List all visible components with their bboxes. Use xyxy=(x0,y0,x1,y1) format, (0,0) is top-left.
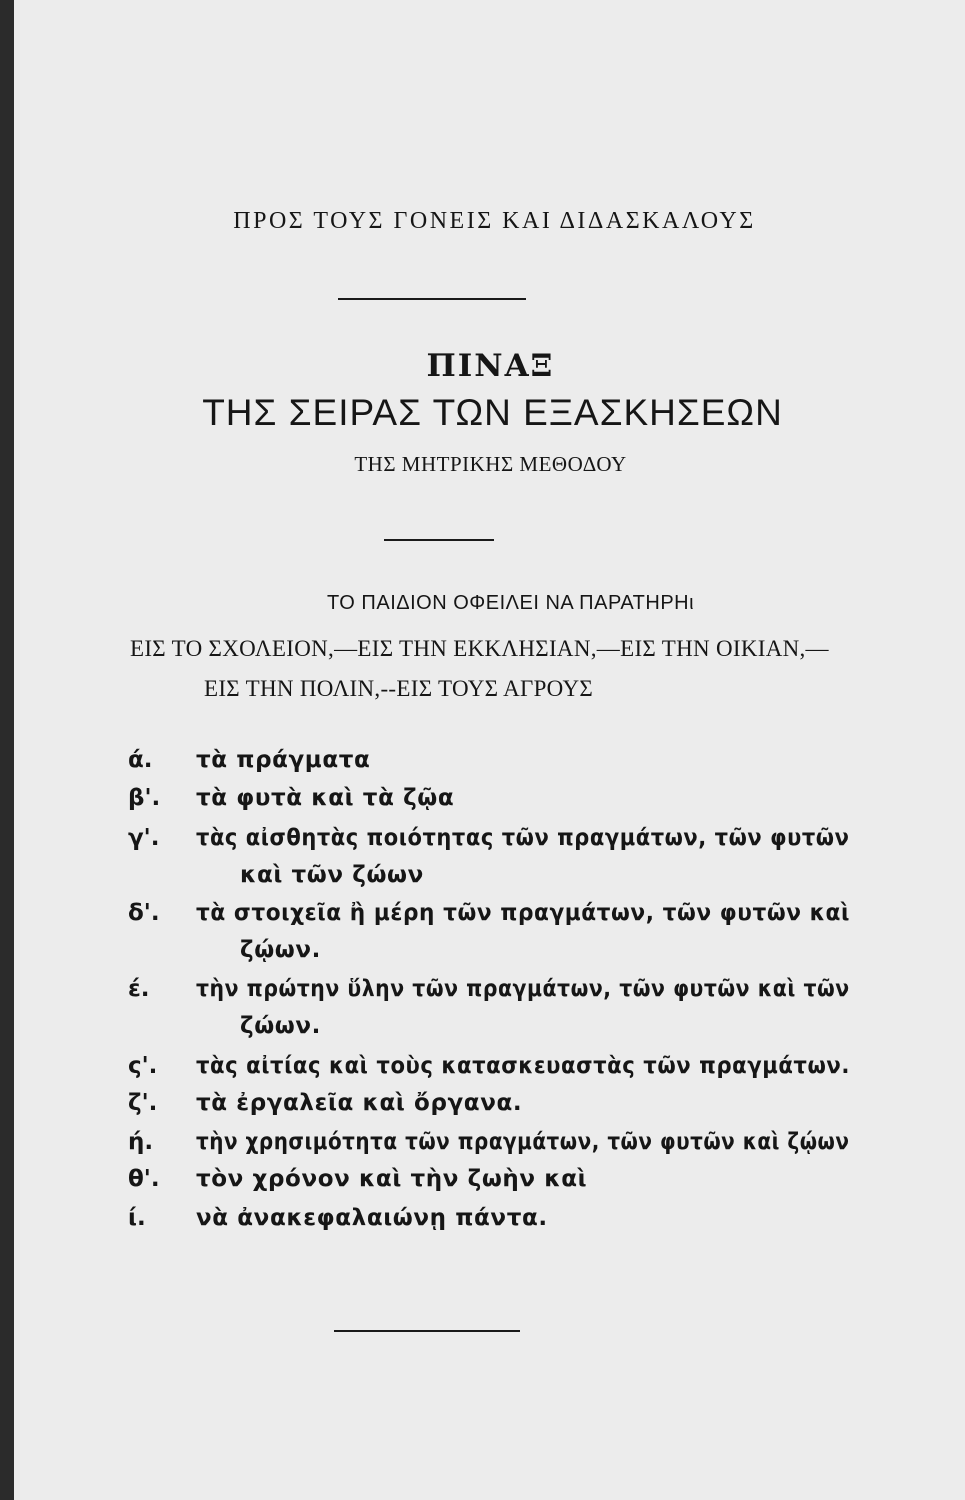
heading-title: ΠΙΝΑΞ xyxy=(426,348,555,384)
list-item xyxy=(0,1129,965,1169)
list-item xyxy=(0,976,965,1016)
list-item-continuation xyxy=(0,937,965,977)
item-number: ά. xyxy=(128,747,153,773)
item-text: νὰ ἀνακεφαλαιώνῃ πάντα. xyxy=(196,1205,548,1231)
list-item xyxy=(0,785,965,825)
item-number: γ'. xyxy=(128,825,160,851)
item-text: τὰ ἐργαλεῖα καὶ ὄργανα. xyxy=(196,1090,523,1116)
list-item-continuation xyxy=(0,862,965,902)
intro-places-line2: ΕΙΣ ΤΗΝ ΠΟΛΙΝ,--ΕΙΣ ΤΟΥΣ ΑΓΡΟΥΣ xyxy=(204,676,594,701)
item-number: ί. xyxy=(128,1205,146,1231)
item-text: τὸν χρόνον καὶ τὴν ζωὴν καὶ xyxy=(196,1166,588,1192)
item-number: δ'. xyxy=(128,900,160,926)
top-rule xyxy=(338,298,526,300)
item-text: τὴν χρησιμότητα τῶν πραγμάτων, τῶν φυτῶν καὶ ζῴων xyxy=(196,1129,850,1155)
list-item xyxy=(0,1166,965,1206)
item-number: ή. xyxy=(128,1129,154,1155)
intro-child-line: ΤΟ ΠΑΙΔΙΟΝ ΟΦΕΙΛΕΙ ΝΑ ΠΑΡΑΤΗΡΗι xyxy=(326,592,695,614)
middle-rule xyxy=(384,539,494,541)
item-text: τὰ πράγματα xyxy=(196,747,371,773)
item-text: τὰ στοιχεῖα ἢ μέρη τῶν πραγμάτων, τῶν φυτῶν καὶ xyxy=(196,900,850,926)
list-item xyxy=(0,1205,965,1245)
item-text: τὰς αἰτίας καὶ τοὺς κατασκευαστὰς τῶν πραγμάτων. xyxy=(196,1053,850,1079)
item-text-continued: ζώων. xyxy=(240,1013,321,1039)
bottom-rule xyxy=(334,1330,520,1332)
heading-subtitle: ΤΗΣ ΣΕΙΡΑΣ ΤΩΝ ΕΞΑΣΚΗΣΕΩΝ xyxy=(202,392,783,433)
heading-subtitle2: ΤΗΣ ΜΗΤΡΙΚΗΣ ΜΕΘΟΔΟΥ xyxy=(354,452,627,476)
list-item xyxy=(0,1090,965,1130)
item-number: ς'. xyxy=(128,1053,158,1079)
list-item xyxy=(0,747,965,787)
intro-places-line1: ΕΙΣ ΤΟ ΣΧΟΛΕΙΟΝ,—ΕΙΣ ΤΗΝ ΕΚΚΛΗΣΙΑΝ,—ΕΙΣ ΤΗΝ ΟΙΚΙΑΝ,— xyxy=(130,636,829,661)
list-item xyxy=(0,825,965,865)
list-item xyxy=(0,900,965,940)
item-text-continued: καὶ τῶν ζώων xyxy=(240,862,424,888)
item-number: β'. xyxy=(128,785,161,811)
item-text: τὴν πρώτην ὕλην τῶν πραγμάτων, τῶν φυτῶν καὶ τῶν xyxy=(196,976,850,1002)
item-number: ζ'. xyxy=(128,1090,158,1116)
item-text: τὰ φυτὰ καὶ τὰ ζῷα xyxy=(196,785,455,811)
running-head: ΠΡΟΣ ΤΟΥΣ ΓΟΝΕΙΣ ΚΑΙ ΔΙΔΑΣΚΑΛΟΥΣ xyxy=(233,208,756,234)
list-item xyxy=(0,1053,965,1093)
item-text-continued: ζῴων. xyxy=(240,937,321,963)
item-text: τὰς αἰσθητὰς ποιότητας τῶν πραγμάτων, τῶν φυτῶν xyxy=(196,825,850,851)
item-number: θ'. xyxy=(128,1166,160,1192)
list-item-continuation xyxy=(0,1013,965,1053)
item-number: έ. xyxy=(128,976,150,1002)
